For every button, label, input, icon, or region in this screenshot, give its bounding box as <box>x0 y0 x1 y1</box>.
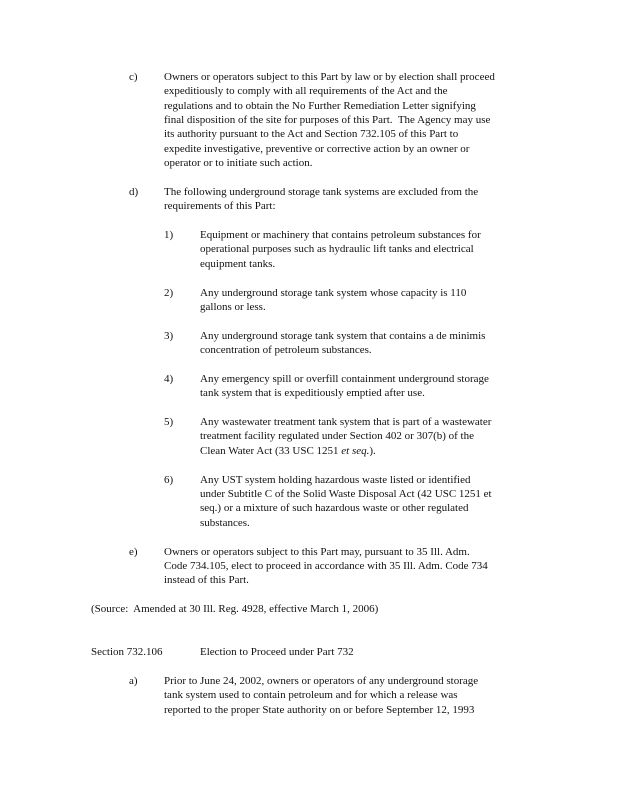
item-6-line: Any UST system holding hazardous waste listed or identified <box>200 474 471 486</box>
item-4-line: Any emergency spill or overfill containment underground storage <box>200 373 489 385</box>
para-c-line: Owners or operators subject to this Part by law or by election shall proceed <box>164 71 495 83</box>
item-1-marker: 1) <box>164 229 174 241</box>
para-d-line: The following underground storage tank systems are excluded from the <box>164 186 479 198</box>
item-5-marker: 5) <box>164 416 174 428</box>
item-3-line: Any underground storage tank system that contains a de minimis <box>200 330 486 342</box>
item-6-line: under Subtitle C of the Solid Waste Disposal Act (42 USC 1251 et <box>200 488 492 500</box>
para-c-line: operator or to initiate such action. <box>164 157 313 169</box>
para-c-line: final disposition of the site for purposes of this Part. The Agency may use <box>164 114 491 126</box>
item-5-line: Any wastewater treatment tank system that is part of a wastewater <box>200 416 492 428</box>
para-e-line: Code 734.105, elect to proceed in accordance with 35 Ill. Adm. Code 734 <box>164 560 488 572</box>
section-title: Election to Proceed under Part 732 <box>200 646 354 658</box>
item-5-citation: Clean Water Act (33 USC 1251 <box>200 445 342 457</box>
item-5-citation-end: ). <box>369 445 376 457</box>
item-2-marker: 2) <box>164 287 174 299</box>
para-d-marker: d) <box>129 186 139 198</box>
item-4-marker: 4) <box>164 373 174 385</box>
item-3-line: concentration of petroleum substances. <box>200 344 372 356</box>
item-6-line: substances. <box>200 517 250 529</box>
para-a-line: reported to the proper State authority on or before September 12, 1993 <box>164 704 475 716</box>
item-6-marker: 6) <box>164 474 174 486</box>
para-e-line: instead of this Part. <box>164 574 249 586</box>
para-a-line: Prior to June 24, 2002, owners or operators of any underground storage <box>164 675 479 687</box>
item-2-line: gallons or less. <box>200 301 266 313</box>
para-e-marker: e) <box>129 546 138 558</box>
para-c-line: expeditiously to comply with all requirements of the Act and the <box>164 85 448 97</box>
item-3-marker: 3) <box>164 330 174 342</box>
item-1-line: Equipment or machinery that contains petroleum substances for <box>200 229 481 241</box>
item-1-line: equipment tanks. <box>200 258 276 270</box>
para-c-marker: c) <box>129 71 138 83</box>
item-4-line: tank system that is expeditiously emptied after use. <box>200 387 425 399</box>
item-5-line <box>200 444 376 459</box>
para-a-line: tank system used to contain petroleum and for which a release was <box>164 689 458 701</box>
item-2-line: Any underground storage tank system whose capacity is 110 <box>200 287 467 299</box>
para-a-marker: a) <box>129 675 138 687</box>
para-e-line: Owners or operators subject to this Part may, pursuant to 35 Ill. Adm. <box>164 546 470 558</box>
para-c-line: its authority pursuant to the Act and Section 732.105 of this Part to <box>164 128 459 140</box>
item-6-line: seq.) or a mixture of such hazardous waste or other regulated <box>200 502 469 514</box>
para-d-line: requirements of this Part: <box>164 200 276 212</box>
source-note: (Source: Amended at 30 Ill. Reg. 4928, effective March 1, 2006) <box>91 603 379 615</box>
para-c-line: expedite investigative, preventive or corrective action by an owner or <box>164 143 470 155</box>
para-c-line: regulations and to obtain the No Further Remediation Letter signifying <box>164 100 476 112</box>
section-number: Section 732.106 <box>91 646 163 658</box>
item-1-line: operational purposes such as hydraulic lift tanks and electrical <box>200 243 474 255</box>
item-5-line: treatment facility regulated under Section 402 or 307(b) of the <box>200 430 474 442</box>
item-5-citation-italic: et seq. <box>341 445 370 457</box>
